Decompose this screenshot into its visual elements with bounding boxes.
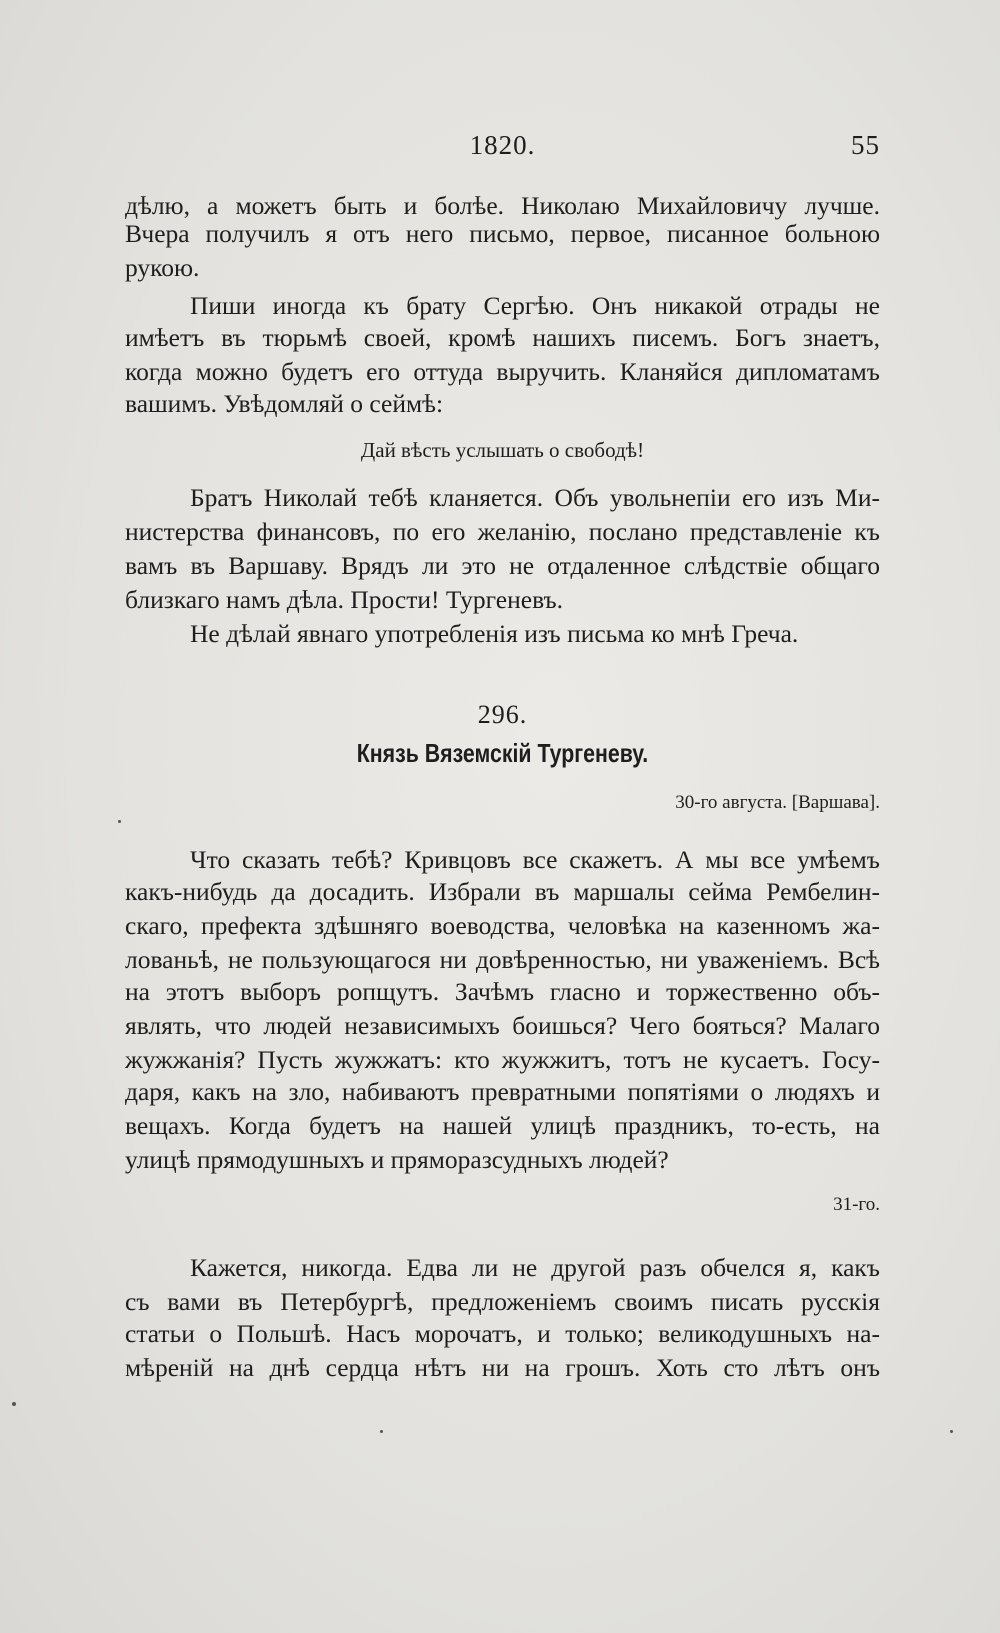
text-line: вашимъ. Увѣдомляй о сеймѣ: xyxy=(125,389,444,418)
text-line: Не дѣлай явнаго употребленія изъ письма ко мнѣ Греча. xyxy=(190,619,799,648)
text-line: Что сказать тебѣ? Кривцовъ все скажетъ. А мы все умѣемъ xyxy=(190,845,880,874)
header-year: 1820. xyxy=(469,130,536,160)
page-number: 55 xyxy=(851,130,880,160)
letter-number: 296. xyxy=(477,700,528,729)
letter-title: Князь Вяземскій Тургеневу. xyxy=(356,738,649,768)
text-line: статьи о Польшѣ. Насъ морочатъ, и только; великодушныхъ на- xyxy=(125,1319,880,1348)
letter-date: 31-го. xyxy=(833,1194,880,1215)
text-line: нистерства финансовъ, по его желанію, послано представленіе къ xyxy=(125,517,880,546)
scan-speck xyxy=(380,1430,383,1433)
text-line: рукою. xyxy=(125,253,200,282)
text-line: когда можно будетъ его оттуда выручить. Кланяйся дипломатамъ xyxy=(125,357,880,386)
text-line: Пиши иногда къ брату Сергѣю. Онъ никакой отрады не xyxy=(190,291,880,320)
text-line: какъ-нибудь да досадить. Избрали въ маршалы сейма Рембелин- xyxy=(125,877,880,906)
text-line: вамъ въ Варшаву. Врядъ ли это не отдаленное слѣдствіе общаго xyxy=(125,551,880,580)
text-line: Кажется, никогда. Едва ли не другой разъ обчелся я, какъ xyxy=(190,1253,880,1282)
text-line: Братъ Николай тебѣ кланяется. Объ увольнепіи его изъ Ми- xyxy=(190,483,880,512)
letter-date: 30-го августа. [Варшава]. xyxy=(675,792,880,813)
text-line: Вчера получилъ я отъ него письмо, первое, писанное больною xyxy=(125,219,880,248)
text-line: дѣлю, а можетъ быть и болѣе. Николаю Михайловичу лучше. xyxy=(125,191,880,220)
scan-speck xyxy=(118,820,121,823)
text-line: даря, какъ на зло, набиваютъ превратными попятіями о людяхъ и xyxy=(125,1077,880,1106)
text-line: лованьѣ, не пользующагося ни довѣренностью, ни уваженіемъ. Всѣ xyxy=(125,945,880,974)
text-line: жужжанія? Пусть жужжатъ: кто жужжитъ, тотъ не кусаетъ. Госу- xyxy=(125,1045,880,1074)
text-line: на этотъ выборъ ропщутъ. Зачѣмъ гласно и торжественно объ- xyxy=(125,977,880,1006)
text-line: мѣреній на днѣ сердца нѣтъ ни на грошъ. Хоть сто лѣтъ онъ xyxy=(125,1353,880,1382)
text-line: съ вами въ Петербургѣ, предложеніемъ своимъ писать русскія xyxy=(125,1287,880,1316)
text-line: скаго, префекта здѣшняго воеводства, человѣка на казенномъ жа- xyxy=(125,911,880,940)
verse-quote: Дай вѣсть услышать о свободѣ! xyxy=(360,438,645,462)
text-line: близкаго намъ дѣла. Прости! Тургеневъ. xyxy=(125,585,564,614)
page-header xyxy=(125,130,880,170)
scan-speck xyxy=(12,1402,16,1406)
scan-speck xyxy=(950,1430,953,1433)
text-line: имѣетъ въ тюрьмѣ своей, кромѣ нашихъ писемъ. Богъ знаетъ, xyxy=(125,323,880,352)
text-line: улицѣ прямодушныхъ и пряморазсудныхъ людей? xyxy=(125,1145,669,1174)
text-line: являть, что людей независимыхъ боишься? Чего бояться? Малаго xyxy=(125,1011,880,1040)
text-line: вещахъ. Когда будетъ на нашей улицѣ праздникъ, то-есть, на xyxy=(125,1111,880,1140)
